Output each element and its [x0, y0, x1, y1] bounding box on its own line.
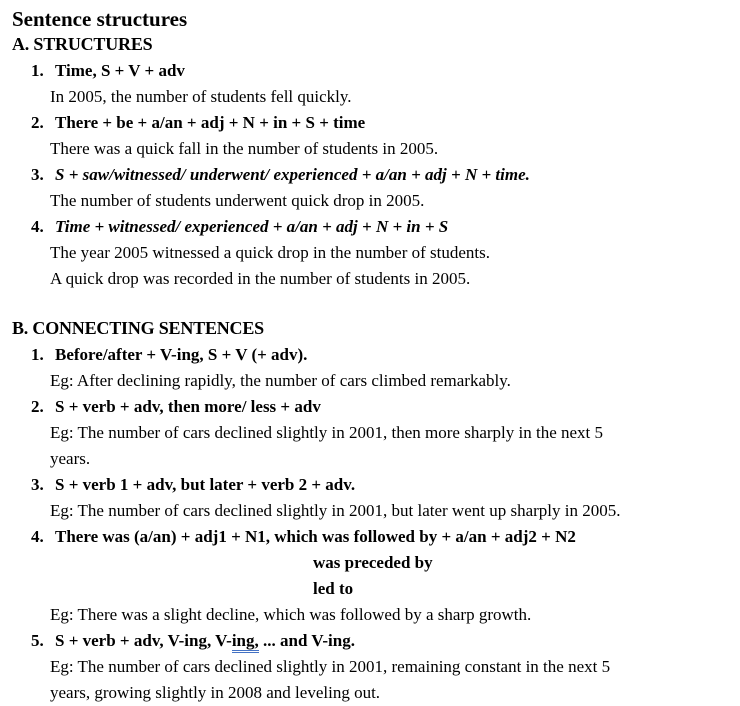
example-text: Eg: The number of cars declined slightly in 2001, but later went up sharply in 2005. — [50, 501, 621, 520]
item-number: 4. — [31, 217, 44, 236]
list-item — [12, 110, 728, 136]
structure-text-prefix: S + verb + adv, V-ing, V- — [55, 631, 232, 650]
structure-text: Time + witnessed/ experienced + a/an + adj + N + in + S — [55, 217, 449, 236]
section-a-heading: A. STRUCTURES — [12, 34, 153, 54]
list-item — [12, 342, 728, 368]
example-text: The number of students underwent quick drop in 2005. — [50, 191, 425, 210]
grammar-underline-segment: ing, — [232, 631, 259, 653]
section-b-heading: B. CONNECTING SENTENCES — [12, 318, 264, 338]
example-text: Eg: The number of cars declined slightly in 2001, remaining constant in the next 5 — [50, 657, 611, 676]
structure-text: Time, S + V + adv — [55, 61, 185, 80]
structure-text: S + saw/witnessed/ underwent/ experienced + a/an + adj + N + time. — [55, 165, 530, 184]
list-item — [12, 472, 728, 498]
list-item — [12, 214, 728, 240]
item-number: 4. — [31, 527, 44, 546]
example-text: years. — [50, 449, 91, 468]
example-text: In 2005, the number of students fell quickly. — [50, 87, 352, 106]
example-text: years, growing slightly in 2008 and leveling out. — [50, 683, 381, 702]
structure-text: There was (a/an) + adj1 + N1, which was followed by + a/an + adj2 + N2 — [55, 527, 576, 546]
alternative-text: was preceded by — [313, 553, 433, 572]
example-text: There was a quick fall in the number of students in 2005. — [50, 139, 439, 158]
item-number: 2. — [31, 397, 44, 416]
example-text: The year 2005 witnessed a quick drop in the number of students. — [50, 243, 491, 262]
list-item — [12, 628, 728, 654]
structure-text: S + verb + adv, then more/ less + adv — [55, 397, 321, 416]
structure-text: There + be + a/an + adj + N + in + S + time — [55, 113, 366, 132]
section-a-list — [12, 58, 728, 292]
alternative-text: led to — [313, 579, 354, 598]
example-text: A quick drop was recorded in the number of students in 2005. — [50, 269, 471, 288]
example-text: Eg: The number of cars declined slightly in 2001, then more sharply in the next 5 — [50, 423, 604, 442]
example-text: Eg: There was a slight decline, which was followed by a sharp growth. — [50, 605, 532, 624]
structure-text: Before/after + V-ing, S + V (+ adv). — [55, 345, 308, 364]
list-item — [12, 162, 728, 188]
example-text: Eg: After declining rapidly, the number of cars climbed remarkably. — [50, 371, 511, 390]
item-number: 3. — [31, 165, 44, 184]
list-item — [12, 58, 728, 84]
structure-text-suffix: ... and V-ing. — [258, 631, 355, 650]
structure-text: S + verb 1 + adv, but later + verb 2 + adv. — [55, 475, 356, 494]
item-number: 1. — [31, 345, 44, 364]
item-number: 3. — [31, 475, 44, 494]
list-item — [12, 394, 728, 420]
section-b-list — [12, 342, 728, 706]
item-number: 2. — [31, 113, 44, 132]
structure-text — [12, 628, 728, 654]
page-title: Sentence structures — [12, 7, 188, 31]
item-number: 5. — [31, 631, 44, 650]
item-number: 1. — [31, 61, 44, 80]
list-item — [12, 524, 728, 550]
